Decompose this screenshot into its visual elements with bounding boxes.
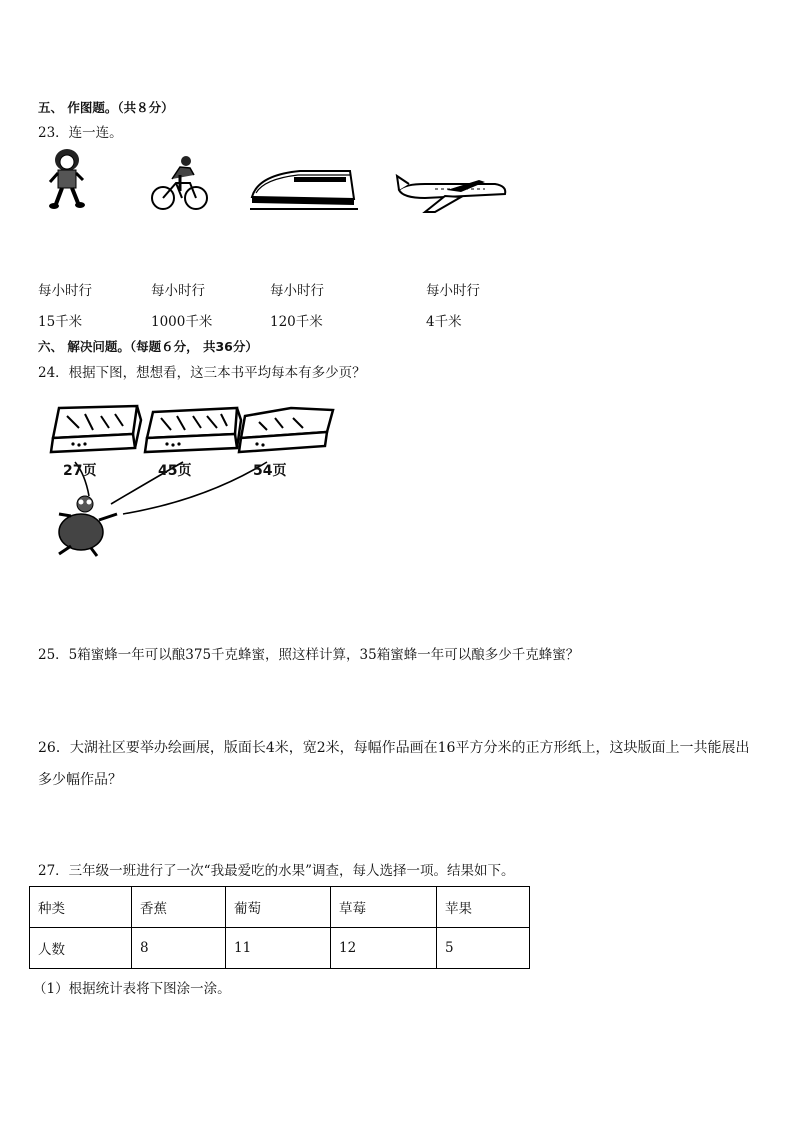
speed-value-1: 15千米 [38,314,83,330]
speed-value-2: 1000千米 [151,314,213,330]
section-6-title: 六、 解决问题。（每题６分， 共36分） [38,339,258,354]
table-cell: 人数 [30,928,132,969]
speed-label-3: 每小时行 [270,283,324,299]
question-23-prompt: 23．连一连。 [38,125,123,141]
book-2-pages: 45页 [158,463,192,479]
table-cell: 种类 [30,887,132,928]
table-cell: 8 [132,928,226,969]
table-cell: 12 [331,928,437,969]
book-1-pages: 27页 [63,463,97,479]
question-25-prompt: 25．5箱蜜蜂一年可以酿375千克蜂蜜，照这样计算，35箱蜜蜂一年可以酿多少千克蜂蜜？ [38,647,580,663]
girl-walking-icon [45,148,90,210]
fruit-survey-table [29,886,530,969]
table-cell: 5 [437,928,530,969]
question-26-prompt: 26．大湖社区要举办绘画展，版面长4米，宽2米，每幅作品画在16平方分米的正方形纸上，这块版面上一共能展出多少幅作品？ [38,740,750,788]
book-2-icon [145,408,241,452]
table-row [30,928,530,969]
cyclist-icon [150,153,210,213]
character-icon [59,496,117,556]
table-cell: 葡萄 [226,887,331,928]
question-27-sub-1: （1）根据统计表将下图涂一涂。 [33,981,231,997]
airplane-icon [395,170,510,215]
book-3-pages: 54页 [253,463,287,479]
speed-label-1: 每小时行 [38,283,92,299]
table-header-row [30,887,530,928]
book-3-icon [239,408,333,452]
question-27-prompt: 27．三年级一班进行了一次“我最爱吃的水果”调查，每人选择一项。结果如下。 [38,863,515,879]
books-illustration [45,404,345,564]
table-cell: 苹果 [437,887,530,928]
bullet-train-icon [250,167,358,211]
speed-label-4: 每小时行 [426,283,480,299]
table-cell: 11 [226,928,331,969]
table-cell: 香蕉 [132,887,226,928]
speed-value-4: 4千米 [426,314,462,330]
book-1-icon [51,406,141,452]
speed-value-3: 120千米 [270,314,323,330]
speed-label-2: 每小时行 [151,283,205,299]
question-24-prompt: 24．根据下图，想想看，这三本书平均每本有多少页？ [38,365,366,381]
table-cell: 草莓 [331,887,437,928]
section-5-title: 五、 作图题。（共８分） [38,100,174,115]
